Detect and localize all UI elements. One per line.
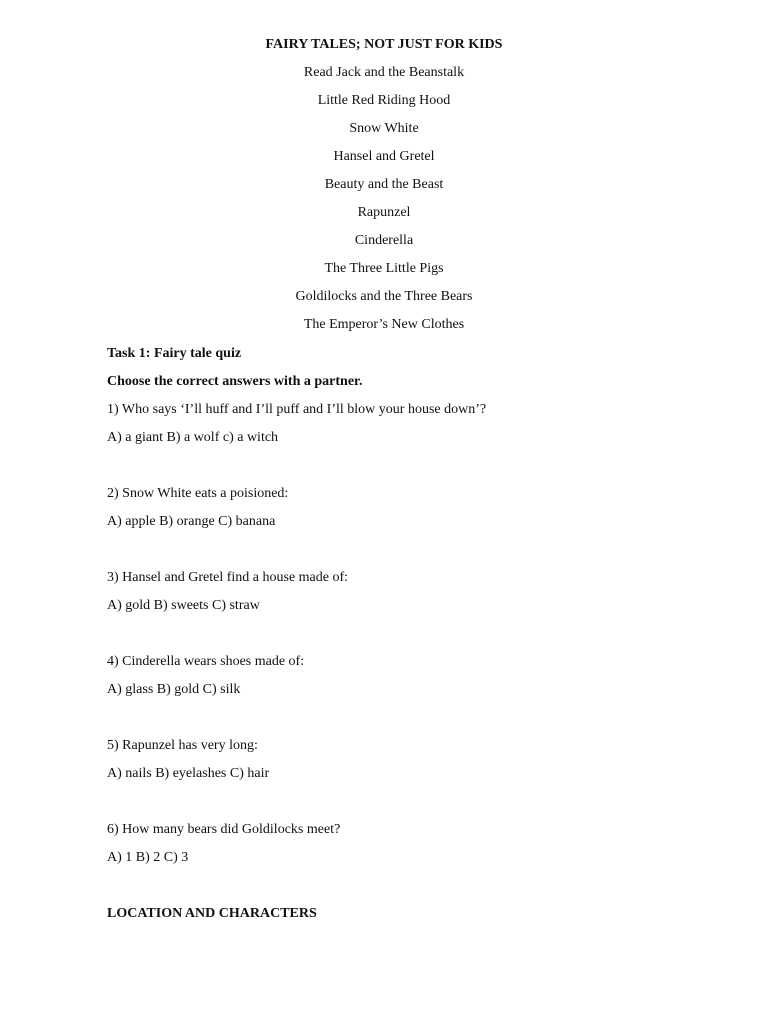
document-title: FAIRY TALES; NOT JUST FOR KIDS <box>265 37 503 52</box>
quiz-answers: A) apple B) orange C) banana <box>107 514 276 529</box>
task-instruction: Choose the correct answers with a partner. <box>107 374 363 389</box>
story-item: Cinderella <box>354 233 414 248</box>
story-item: The Emperor’s New Clothes <box>303 317 465 332</box>
section-heading: LOCATION AND CHARACTERS <box>107 906 317 921</box>
story-item: The Three Little Pigs <box>324 261 444 276</box>
quiz-answers: A) gold B) sweets C) straw <box>107 598 260 613</box>
story-item: Snow White <box>349 121 419 136</box>
story-item: Rapunzel <box>357 205 411 220</box>
task-heading: Task 1: Fairy tale quiz <box>107 346 242 361</box>
story-item: Little Red Riding Hood <box>317 93 451 108</box>
quiz-answers: A) a giant B) a wolf c) a witch <box>107 430 279 445</box>
story-item: Beauty and the Beast <box>324 177 444 192</box>
quiz-question: 4) Cinderella wears shoes made of: <box>107 654 305 669</box>
quiz-question: 6) How many bears did Goldilocks meet? <box>107 822 341 837</box>
quiz-answers: A) nails B) eyelashes C) hair <box>107 766 270 781</box>
quiz-question: 1) Who says ‘I’ll huff and I’ll puff and I’ll blow your house down’? <box>107 402 487 417</box>
quiz-question: 3) Hansel and Gretel find a house made of: <box>107 570 349 585</box>
quiz-answers: A) glass B) gold C) silk <box>107 682 241 697</box>
quiz-answers: A) 1 B) 2 C) 3 <box>107 850 189 865</box>
story-item: Hansel and Gretel <box>333 149 435 164</box>
quiz-question: 2) Snow White eats a poisioned: <box>107 486 289 501</box>
quiz-question: 5) Rapunzel has very long: <box>107 738 258 753</box>
story-item: Goldilocks and the Three Bears <box>295 289 473 304</box>
story-item: Read Jack and the Beanstalk <box>303 65 465 80</box>
